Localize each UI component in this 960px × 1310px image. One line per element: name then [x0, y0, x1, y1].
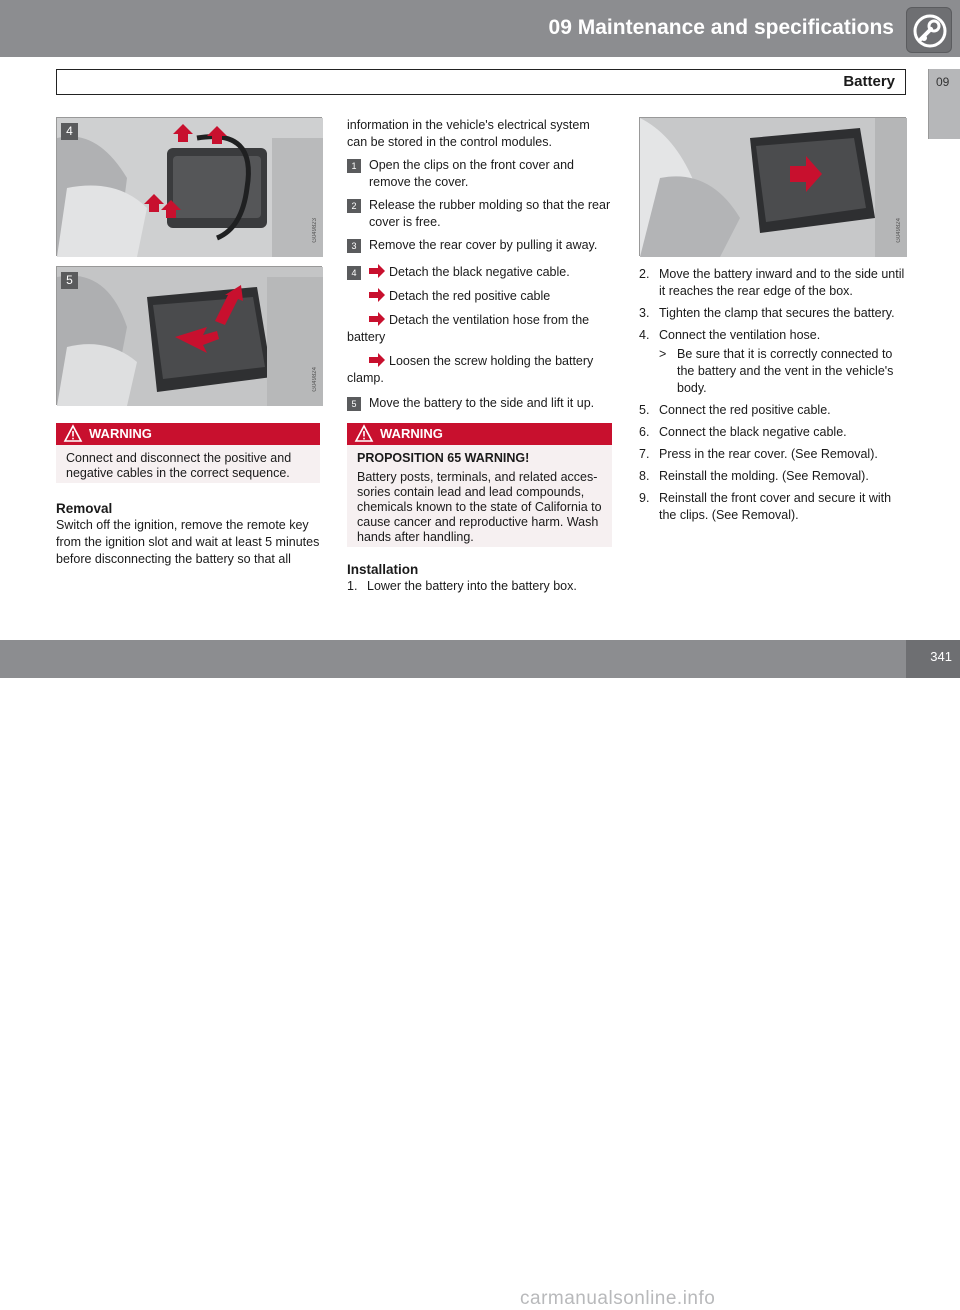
step-text: Remove the rear cover by pulling it away.	[369, 238, 598, 252]
item-text: Loosen the screw holding the battery clamp.	[347, 354, 594, 385]
warning-header	[347, 423, 612, 445]
warning-title: WARNING	[89, 426, 152, 441]
item-number: 9.	[639, 491, 650, 505]
figure-4-photo	[56, 117, 322, 256]
item-text: Press in the rear cover. (See Removal).	[659, 447, 878, 461]
item-text: Connect the red positive cable.	[659, 403, 831, 417]
list-item	[639, 446, 909, 463]
item-number: 8.	[639, 469, 650, 483]
image-code: G049823	[312, 218, 318, 243]
figure-install-photo	[639, 117, 906, 256]
watermark: carmanualsonline.info	[520, 1288, 716, 1309]
removal-heading: Removal	[56, 501, 113, 516]
column-3	[639, 266, 909, 529]
item-text: Connect the black negative cable.	[659, 425, 847, 439]
chapter-tab-label: 09	[936, 75, 950, 89]
step-text: Move the battery to the side and lift it up.	[369, 396, 595, 410]
header-bar	[0, 0, 960, 57]
item-text: Move the battery inward and to the side until it reaches the rear edge of the box.	[659, 267, 905, 298]
item-number: 6.	[639, 425, 650, 439]
item-text: Detach the black negative cable.	[389, 265, 570, 279]
item-text: Connect the ventilation hose.	[659, 328, 821, 342]
chapter-tab	[928, 69, 960, 139]
sub-note	[659, 346, 909, 397]
step-5	[347, 395, 613, 412]
step-text: Lower the battery into the battery box.	[367, 579, 577, 593]
item-number: 2.	[639, 267, 650, 281]
installation-section	[347, 561, 613, 595]
step-1	[347, 157, 613, 191]
chapter-title: 09 Maintenance and specifications	[548, 16, 894, 39]
section-header	[56, 69, 906, 95]
step-text: Release the rubber molding so that the rear cover is free.	[369, 198, 611, 229]
red-arrow-4-icon	[369, 353, 385, 367]
step-2	[347, 197, 613, 231]
item-number: 3.	[639, 306, 650, 320]
warning-box-prop65	[347, 423, 612, 547]
footer-bar	[0, 640, 960, 1309]
installation-steps-list	[639, 266, 909, 524]
step-text: Open the clips on the front cover and remove the cover.	[369, 158, 574, 189]
wrench-gear-icon	[906, 7, 952, 53]
step-number: 1.	[347, 579, 358, 593]
item-text: Tighten the clamp that secures the battery.	[659, 306, 895, 320]
list-item	[639, 402, 909, 419]
step-number: 3	[347, 239, 361, 253]
page-number: 341	[930, 649, 952, 664]
warning-triangle-icon	[355, 425, 373, 442]
item-text: Detach the red positive cable	[389, 289, 551, 303]
red-arrow-3-icon	[369, 312, 385, 326]
list-item	[639, 266, 909, 300]
step-4-item-4	[347, 353, 613, 387]
figure-5-photo	[56, 266, 322, 405]
step-4	[347, 264, 613, 305]
continued-text: information in the vehicle's electrical system can be stored in the control modules.	[347, 118, 590, 149]
removal-section	[56, 500, 322, 568]
item-text: Detach the ventilation hose from the battery	[347, 313, 590, 344]
item-number: 4.	[639, 328, 650, 342]
sub-note-text: Be sure that it is correctly connected to the battery and the vent in the vehicle's body.	[677, 347, 894, 395]
item-number: 5.	[639, 403, 650, 417]
list-item	[639, 490, 909, 524]
page-number-tab	[906, 640, 960, 678]
image-code: G049824	[312, 367, 318, 392]
warning-body	[347, 445, 612, 552]
sub-marker: >	[659, 347, 667, 361]
warning-triangle-icon	[64, 425, 82, 442]
item-text: Reinstall the front cover and secure it with the clips. (See Removal).	[659, 491, 892, 522]
step-4-item-2	[369, 288, 613, 305]
item-number: 7.	[639, 447, 650, 461]
step-number: 1	[347, 159, 361, 173]
figure-number: 4	[61, 123, 78, 140]
list-item	[639, 424, 909, 441]
red-arrow-2-icon	[369, 288, 385, 302]
warning-text: Battery posts, terminals, and related acces-sories contain lead and lead compounds, chemicals known to the state of California to cause cancer and reproductive harm. Wash hands after handling.	[357, 470, 602, 544]
item-text: Reinstall the molding. (See Removal).	[659, 469, 869, 483]
list-item	[639, 327, 909, 397]
image-code: G049824	[896, 218, 902, 243]
step-number: 4	[347, 266, 361, 280]
warning-header	[56, 423, 320, 445]
figure-number: 5	[61, 272, 78, 289]
step-number: 5	[347, 397, 361, 411]
section-title: Battery	[843, 73, 895, 90]
red-arrow-1-icon	[369, 264, 385, 278]
step-number: 2	[347, 199, 361, 213]
list-item	[639, 468, 909, 485]
step-4-item-3	[347, 312, 613, 346]
column-2	[347, 117, 613, 418]
list-item	[639, 305, 909, 322]
warning-box-sequence	[56, 423, 320, 483]
warning-heading: PROPOSITION 65 WARNING!	[357, 451, 530, 465]
install-step-1	[347, 578, 613, 595]
step-4-item-1	[369, 264, 613, 281]
installation-heading: Installation	[347, 562, 419, 577]
step-3	[347, 237, 613, 254]
removal-text: Switch off the ignition, remove the remote key from the ignition slot and wait at least 5 minutes before disconnecting the battery so that all	[56, 518, 320, 566]
warning-text: Connect and disconnect the positive and negative cables in the correct sequence.	[66, 451, 292, 480]
warning-title: WARNING	[380, 426, 443, 441]
